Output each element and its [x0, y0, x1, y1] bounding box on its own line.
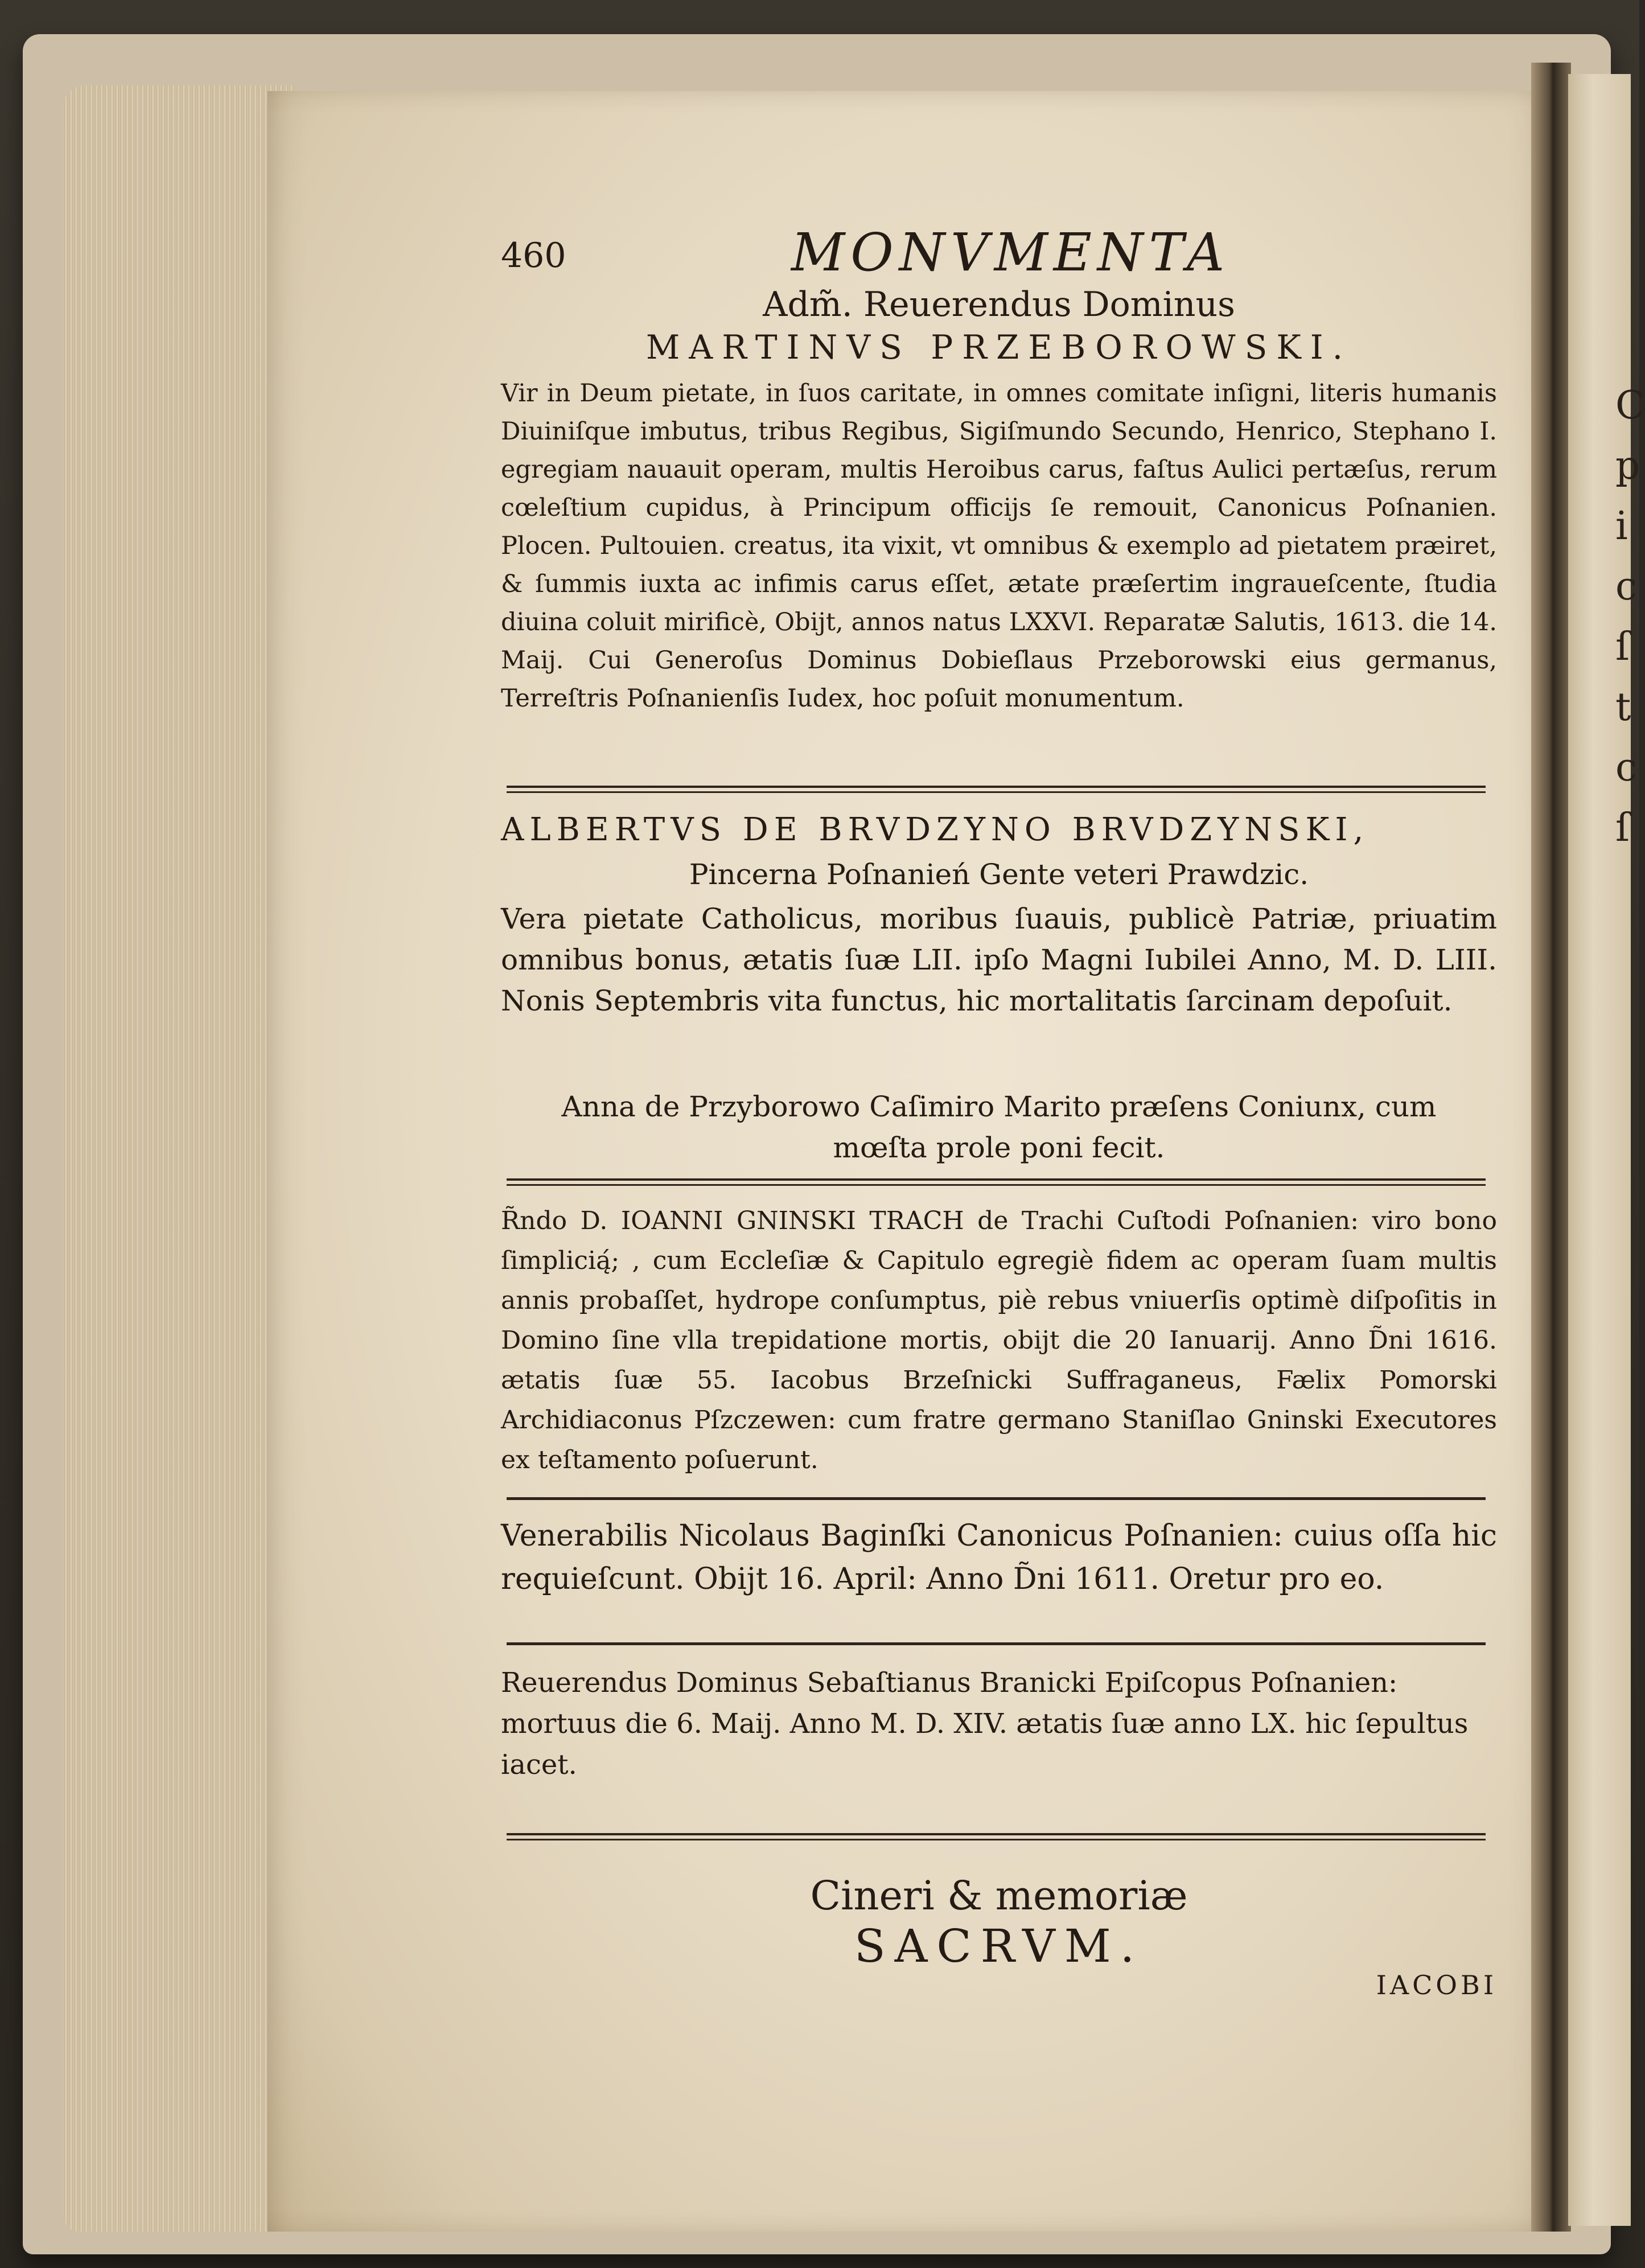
fragment-letter: t	[1615, 685, 1631, 730]
fragment-letter: ſ	[1615, 624, 1630, 669]
fragment-letter: C	[1615, 383, 1645, 428]
fragment-letter: i	[1615, 504, 1628, 549]
divider-rule	[507, 786, 1486, 793]
epitaph-1-heading-2: MARTINVS PRZEBOROWSKI.	[645, 328, 1352, 367]
epitaph-5-body: Reuerendus Dominus Sebaſtianus Branicki Epiſcopus Poſnanien: mortuus die 6. Maij. Anno M. D. XIV. ætatis ſuæ anno LX. hic ſepultus iacet.	[501, 1667, 1469, 1781]
epitaph-2-heading-2: Pincerna Poſnanień Gente veteri Prawdzic.	[689, 858, 1309, 891]
dedication-line-1: Cineri & memoriæ	[810, 1872, 1188, 1919]
book-gutter	[1531, 63, 1571, 2232]
epitaph-4-body: Venerabilis Nicolaus Baginſki Canonicus Poſnanien: cuius oſſa hic requieſcunt. Obijt 16. April: Anno D̃ni 1611. Oretur pro eo.	[501, 1519, 1497, 1596]
epitaph-1-heading-1: Adm̃. Reuerendus Dominus	[763, 285, 1235, 324]
fragment-letter: ſ	[1615, 806, 1630, 850]
divider-rule	[507, 1178, 1486, 1186]
epitaph-2-body: Vera pietate Catholicus, moribus ſuauis, publicè Patriæ, priuatim omnibus bonus, ætatis ſuæ LII. ipſo Magni Iubilei Anno, M. D. LIII. Nonis Septembris vita functus, hic mortalitatis ſarcinam depoſuit.	[501, 902, 1497, 1017]
page-number: 460	[501, 236, 566, 276]
fragment-letter: c	[1615, 564, 1638, 609]
page-edges	[63, 85, 296, 2232]
epitaph-2-closing: Anna de Przyborowo Caſimiro Marito præſens Coniunx, cum mœſta prole poni fecit.	[561, 1090, 1437, 1164]
dedication-line-2: SACRVM.	[854, 1920, 1144, 1973]
fragment-letter: p	[1615, 443, 1640, 488]
divider-rule	[507, 1833, 1486, 1840]
divider-rule	[507, 1642, 1486, 1645]
epitaph-1-body: Vir in Deum pietate, in ſuos caritate, in omnes comitate inſigni, literis humanis Diuiniſque imbutus, tribus Regibus, Sigiſmundo Secundo, Henrico, Stephano I. egregiam nauauit operam, multis Heroibus carus, faſtus Aulici pertæſus, rerum cœleſtium cupidus, à Principum officijs ſe remouit, Canonicus Poſnanien. Plocen. Pultouien. creatus, ita vixit, vt omnibus & exemplo ad pietatem præiret, & ſummis iuxta ac infimis carus eſſet, ætate præſertim ingraueſcente, ſtudia diuina coluit mirificè, Obijt, annos natus LXXVI. Reparatæ Salutis, 1613. die 14. Maij. Cui Generoſus Dominus Dobieſlaus Przeborowski eius germanus, Terreſtris Poſnanienſis Iudex, hoc poſuit monumentum.	[501, 379, 1497, 713]
running-title: MONVMENTA	[791, 222, 1231, 283]
facing-page-fragments	[1615, 376, 1645, 858]
epitaph-2-heading-1: ALBERTVS DE BRVDZYNO BRVDZYNSKI,	[501, 811, 1370, 848]
catch-word: IACOBI	[1376, 1970, 1497, 2000]
epitaph-3-body: R̃ndo D. IOANNI GNINSKI TRACH de Trachi Cuſtodi Poſnanien: viro bono ſimplicią́; , cum Eccleſiæ & Capitulo egregiè fidem ac operam ſuam multis annis probaſſet, hydrope conſumptus, piè rebus vniuerſis optimè diſpoſitis in Domino ſine vlla trepidatione mortis, obijt die 20 Ianuarij. Anno D̃ni 1616. ætatis ſuæ 55. Iacobus Brzeſnicki Suffraganeus, Fælix Pomorski Archidiaconus Pſzczewen: cum fratre germano Staniſlao Gninski Executores ex teſtamento poſuerunt.	[501, 1206, 1497, 1474]
running-head	[501, 222, 1497, 285]
fragment-letter: c	[1615, 745, 1638, 790]
divider-rule	[507, 1497, 1486, 1500]
